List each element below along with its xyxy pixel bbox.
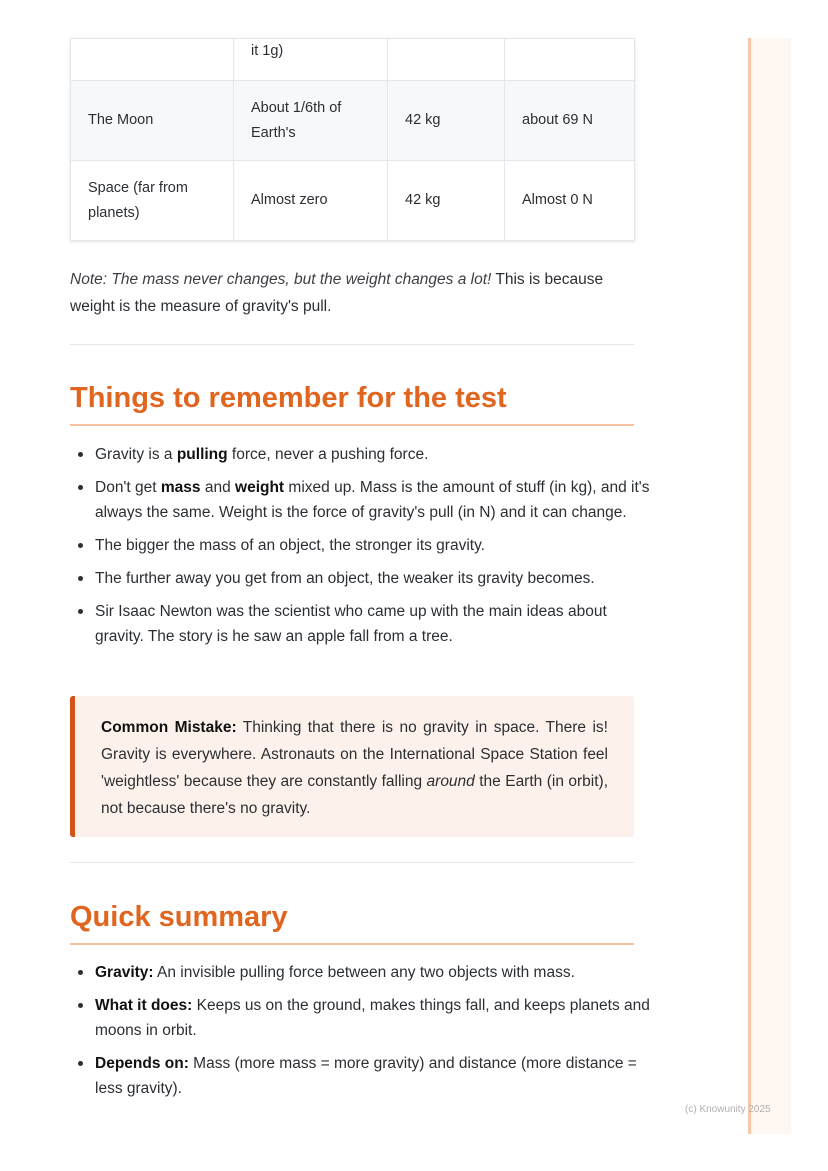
sidebar-strip [748,38,791,1134]
sidebar-accent-line [748,38,751,1134]
callout-text: Thinking that there is no gravity in space. There is! Gravity is everywhere. Astronauts on the International Space Station feel 'weightless' because they are constantly falling [101,719,608,790]
list-item-text: mixed up. Mass is the amount of stuff (in kg), and it's always the same. Weight is the force of gravity's pull (in N) and it can change. [95,479,650,521]
callout-label: Common Mistake: [101,719,237,736]
summary-heading: Quick summary [70,897,634,945]
list-item-text: An invisible pulling force between any two objects with mass. [153,964,575,981]
section-divider [70,862,634,863]
list-item-bold: Depends on: [95,1055,189,1072]
table-cell-place: Space (far from planets) [71,161,234,241]
table-cell-gravity: Almost zero [234,161,388,241]
table-cell-weight: Almost 0 N [505,161,635,241]
table-cell-gravity: About 1/6th of Earth's [234,81,388,161]
list-item: The further away you get from an object, the weaker its gravity becomes. [95,566,659,591]
list-item-text: Keeps us on the ground, makes things fall, and keeps planets and moons in orbit. [95,997,650,1039]
note-paragraph [70,266,634,320]
list-item-bold: pulling [176,446,228,463]
list-item [95,475,659,525]
list-item-text: force, never a pushing force. [227,446,429,463]
common-mistake-callout [70,696,634,837]
table-cell-gravity: it 1g) [234,39,388,81]
list-item: The bigger the mass of an object, the stronger its gravity. [95,533,659,558]
callout-italic: around [426,773,475,790]
table-cell-place [71,39,234,81]
table-cell-mass: 42 kg [388,81,505,161]
table-cell-mass [388,39,505,81]
list-item-text: Don't get [95,479,161,496]
note-text: This is because weight is the measure of gravity's pull. [70,271,604,315]
list-item [95,993,659,1043]
remember-heading: Things to remember for the test [70,378,634,426]
remember-list [70,442,659,657]
list-item [95,960,659,985]
list-item-text: Gravity is a [95,446,177,463]
gravity-table [70,38,635,241]
table-row [71,39,635,81]
note-italic: Note: The mass never changes, but the weight changes a lot! [70,271,492,288]
list-item-text: Mass (more mass = more gravity) and distance (more distance = less gravity). [95,1055,637,1097]
table-cell-mass: 42 kg [388,161,505,241]
list-item-bold: Gravity: [95,964,154,981]
summary-list [70,960,659,1109]
section-divider [70,344,634,345]
list-item-bold: What it does: [95,997,193,1014]
table-cell-place: The Moon [71,81,234,161]
table-row [71,81,635,161]
document-content [70,38,650,1097]
list-item-bold: mass [160,479,201,496]
callout-text: the Earth (in orbit), not because there's no gravity. [101,773,609,817]
list-item-text: and [200,479,236,496]
table-row [71,161,635,241]
list-item-bold: weight [235,479,285,496]
list-item [95,442,659,467]
list-item-text: Sir Isaac Newton was the scientist who came up with the main ideas about gravity. The story is he saw an apple fall from a tree. [95,603,607,645]
footer-copyright: (c) Knowunity 2025 [685,1104,771,1115]
table-cell-weight [505,39,635,81]
list-item [95,1051,659,1101]
table-cell-weight: about 69 N [505,81,635,161]
list-item [95,599,659,649]
